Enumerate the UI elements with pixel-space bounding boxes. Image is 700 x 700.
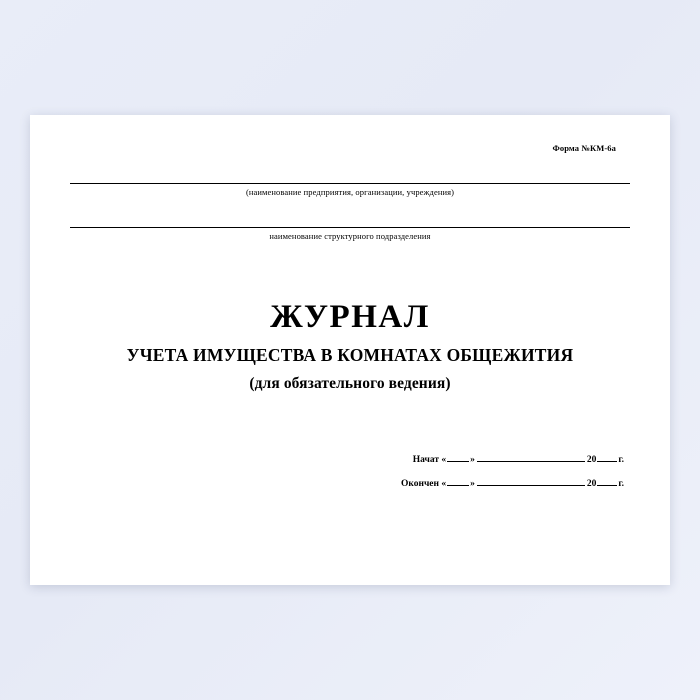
finished-row bbox=[294, 479, 624, 489]
finished-year-prefix: 20 bbox=[586, 479, 597, 489]
finished-label: Окончен bbox=[400, 479, 439, 489]
title-block bbox=[30, 300, 670, 393]
structural-unit-rule-line bbox=[70, 227, 630, 228]
started-row bbox=[294, 455, 624, 465]
started-quote-close: » bbox=[470, 455, 475, 465]
finished-quote-open: « bbox=[441, 479, 447, 489]
started-day-blank bbox=[447, 461, 469, 462]
organization-field bbox=[70, 183, 630, 197]
finished-quote-close: » bbox=[470, 479, 475, 489]
document-page-content bbox=[30, 115, 670, 585]
document-note: (для обязательного ведения) bbox=[249, 374, 451, 392]
date-fields bbox=[294, 455, 624, 503]
structural-unit-caption: наименование структурного подразделения bbox=[269, 231, 431, 241]
structural-unit-field bbox=[70, 227, 630, 241]
organization-caption: (наименование предприятия, организации, учреждения) bbox=[245, 187, 455, 197]
finished-year-suffix: г. bbox=[618, 479, 624, 489]
started-quote-open: « bbox=[441, 455, 447, 465]
started-year-prefix: 20 bbox=[586, 455, 597, 465]
finished-day-blank bbox=[447, 485, 469, 486]
started-year-suffix: г. bbox=[618, 455, 624, 465]
document-subtitle: УЧЕТА ИМУЩЕСТВА В КОМНАТАХ ОБЩЕЖИТИЯ bbox=[126, 344, 574, 365]
document-page bbox=[30, 115, 670, 585]
started-year-blank bbox=[597, 461, 617, 462]
finished-month-blank bbox=[477, 485, 585, 486]
started-month-blank bbox=[477, 461, 585, 462]
document-title: ЖУРНАЛ bbox=[270, 299, 430, 335]
finished-year-blank bbox=[597, 485, 617, 486]
form-number: Форма №КМ-6а bbox=[552, 143, 616, 153]
organization-rule-line bbox=[70, 183, 630, 184]
started-label: Начат bbox=[412, 455, 439, 465]
